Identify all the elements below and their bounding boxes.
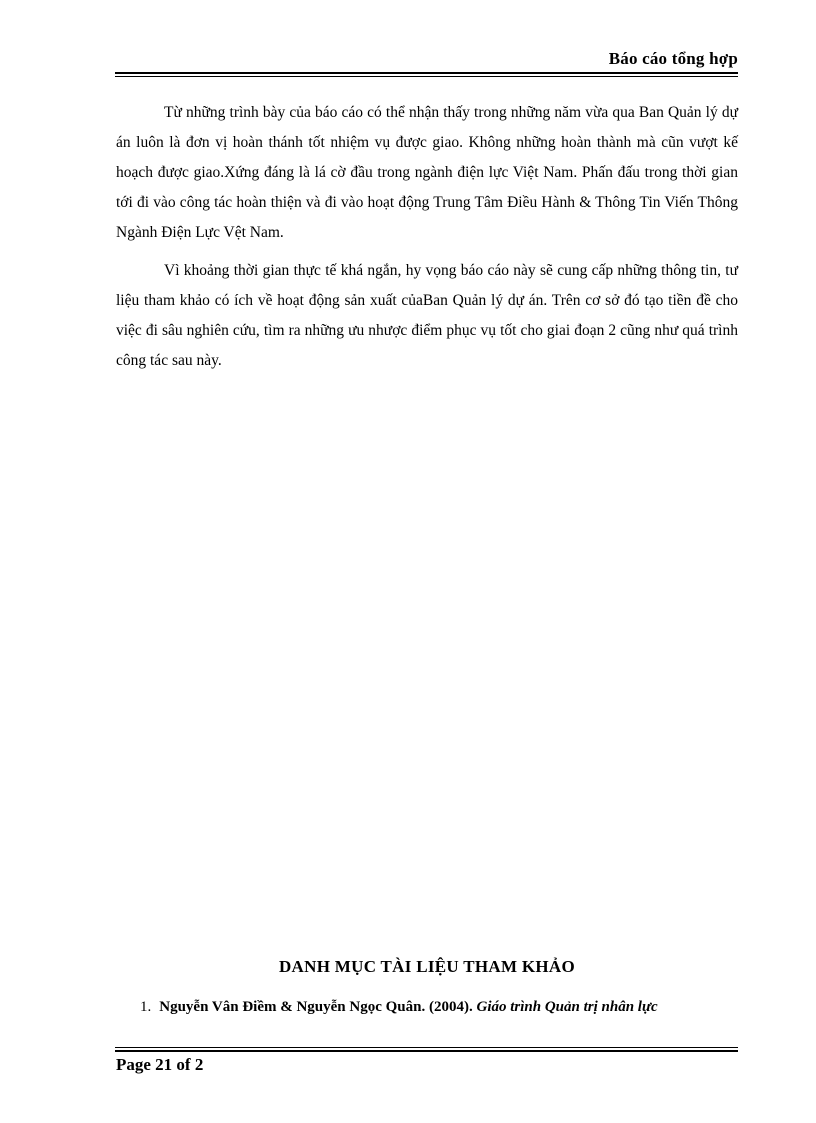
reference-number: 1. (140, 999, 152, 1015)
references-heading: DANH MỤC TÀI LIỆU THAM KHẢO (278, 957, 576, 976)
header-rule-top (115, 72, 738, 74)
reference-title: Giáo trình Quản trị nhân lực (476, 999, 658, 1015)
conclusion-paragraph-2 (116, 256, 738, 376)
paragraph-text: Từ những trình bày của báo cáo có thể nhận thấy trong những năm vừa qua Ban Quản lý dự án luôn là đơn vị hoàn thánh tốt nhiệm vụ được giao. Không những hoàn thành mà cũn vượt kế hoạch được giao.Xứng đáng là lá cờ đầu trong ngành điện lực Việt Nam. Phấn đấu trong thời gian tới đi vào công tác hoàn thiện và đi vào hoạt động Trung Tâm Điều Hành & Thông Tin Viến Thông Ngành Điện Lực Vệt Nam. (116, 104, 738, 241)
reference-authors: Nguyễn Vân Điềm & Nguyễn Ngọc Quân. (2004). (159, 999, 473, 1015)
reference-item (140, 999, 658, 1016)
header-rule-bottom (115, 76, 738, 77)
footer-rule-bottom (115, 1050, 738, 1052)
page-number: Page 21 of 2 (116, 1055, 204, 1074)
footer-rule-top (115, 1047, 738, 1048)
header-title: Báo cáo tổng hợp (608, 49, 738, 68)
paragraph-text: Vì khoảng thời gian thực tế khá ngắn, hy vọng báo cáo này sẽ cung cấp những thông tin, tư liệu tham khảo có ích về hoạt động sản xuất củaBan Quản lý dự án. Trên cơ sở đó tạo tiền đề cho việc đi sâu nghiên cứu, tìm ra những ưu nhược điểm phục vụ tốt cho giai đoạn 2 cũng như quá trình công tác sau này. (116, 262, 738, 369)
conclusion-paragraph-1 (116, 98, 738, 248)
